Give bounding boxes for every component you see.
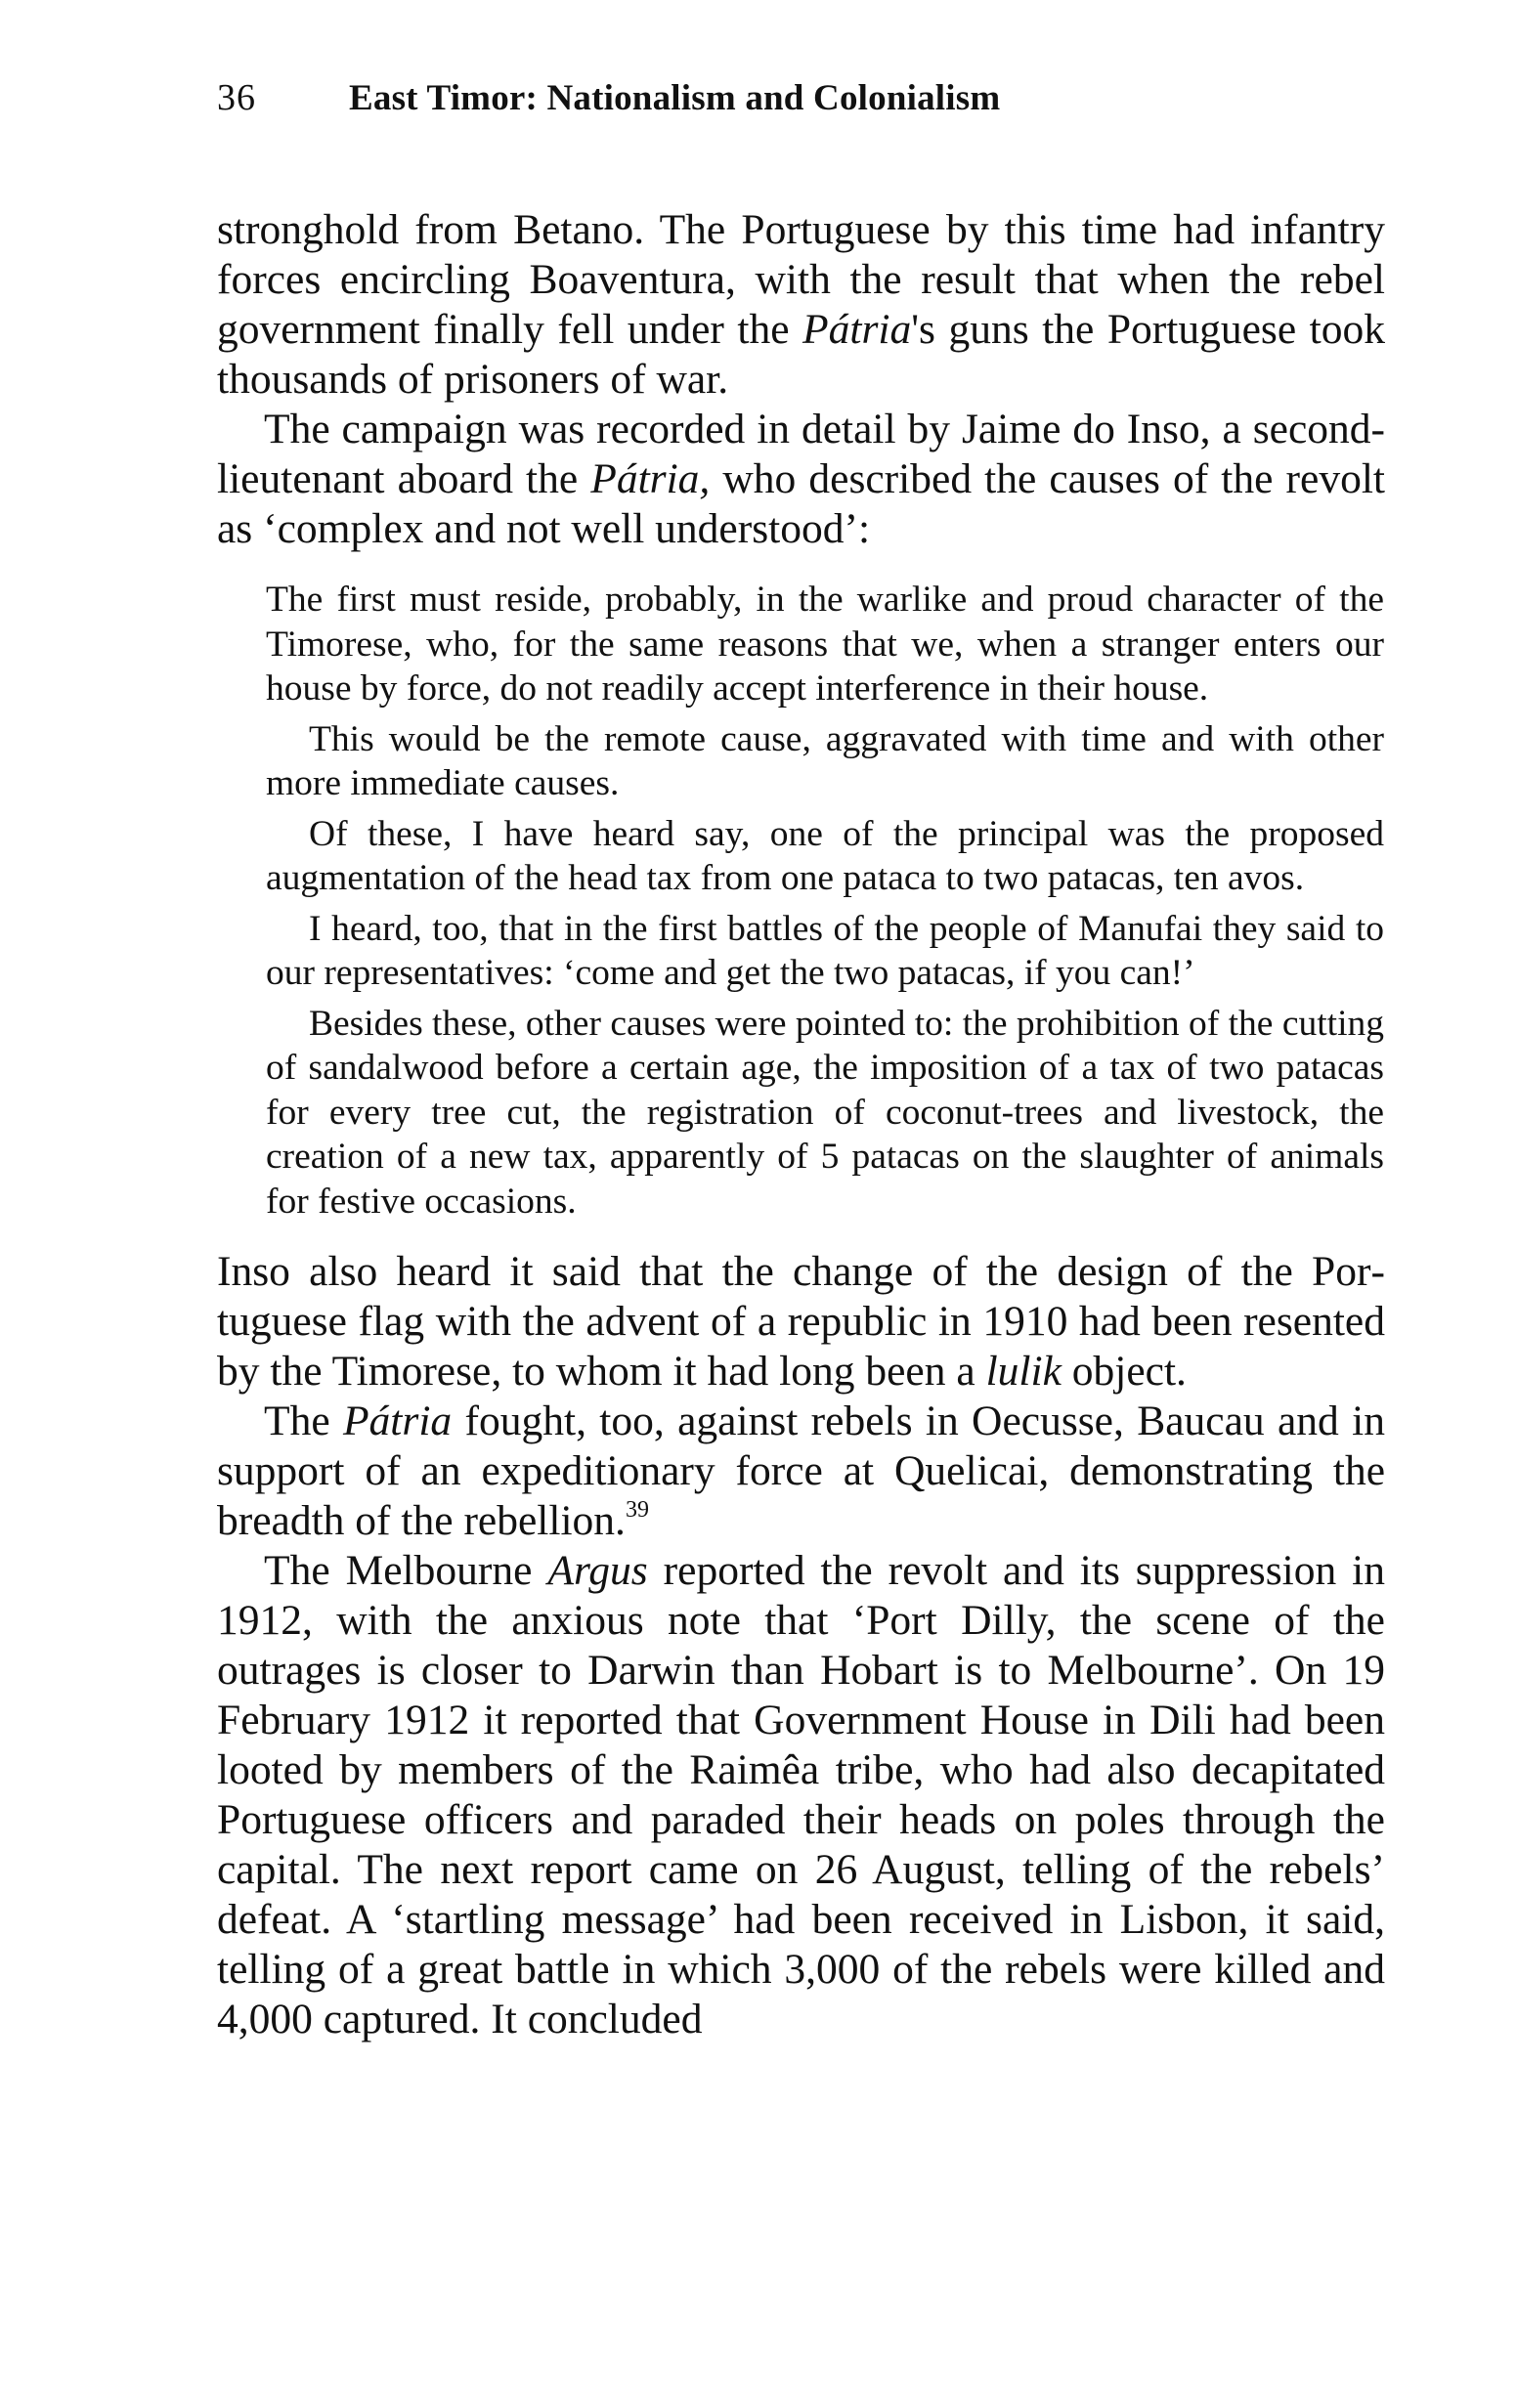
lulik-term: lulik [985, 1348, 1062, 1395]
paragraph-3: Inso also heard it said that the change of the design of the Portuguese flag with the advent of a republic in 1910 had been resented by the Timorese, to whom it had long been a lulik object. [217, 1248, 1385, 1395]
ship-name: Pátria [802, 306, 912, 353]
block-quote [266, 578, 1384, 1224]
main-text [217, 205, 1385, 2044]
newspaper-name: Argus [547, 1547, 648, 1594]
ship-name: Pátria, [590, 455, 711, 502]
quote-paragraph: This would be the remote cause, aggravated with time and with other more immediate causes. [266, 718, 1384, 803]
quote-paragraph: I heard, too, that in the first battles of the people of Manufai they said to our representatives: ‘come and get the two patacas, if you can!’ [266, 908, 1384, 993]
quote-paragraph: Besides these, other causes were pointed to: the prohibition of the cutting of sandalwood before a certain age, the imposition of a tax of two patacas for every tree cut, the registration of coconut-trees and livestock, the creation of a new tax, apparently of 5 patacas on the slaughter of animals for festive occasions. [266, 1003, 1384, 1222]
page-header [217, 76, 1390, 135]
paragraph-5: The Melbourne Argus reported the revolt and its suppression in 1912, with the anxious note that ‘Port Dilly, the scene of the outrages is closer to Darwin than Hobart is to Melbourne’. On 19 February 1912 it reported that Government House in Dili had been looted by members of the Raimêa tribe, who had also decapitated Portuguese officers and paraded their heads on poles through the capital. The next report came on 26 August, telling of the rebels’ defeat. A ‘startling message’ had been received in Lisbon, it said, telling of a great battle in which 3,000 of the rebels were killed and 4,000 captured. It concluded [217, 1547, 1386, 2042]
paragraph-4: The Pátria fought, too, against rebels in Oecusse, Baucau and in support of an expeditionary force at Quelicai, demonstrating the breadth of the rebellion.$^{39}$ [217, 1398, 1385, 1544]
running-title: East Timor: Nationalism and Colonialism [349, 78, 1001, 118]
page-number: 36 [217, 77, 256, 118]
paragraph-1: stronghold from Betano. The Portuguese by this time had infantry forces encircling Boaventura, with the result that when the rebel government finally fell under the Pátria's guns the Portuguese took thousands of prisoners of war. [217, 206, 1385, 403]
paragraph-2: The campaign was recorded in detail by Jaime do Inso, a second-lieutenant aboard the Pátria, who described the causes of the revolt as ‘complex and not well understood’: [217, 406, 1385, 552]
ship-name: Pátria [342, 1398, 453, 1444]
quote-paragraph: Of these, I have heard say, one of the principal was the proposed augmentation of the head tax from one pataca to two patacas, ten avos. [266, 813, 1384, 898]
quote-paragraph: The first must reside, probably, in the warlike and proud character of the Timorese, who, for the same reasons that we, when a stranger enters our house by force, do not readily accept interference in their house. [266, 580, 1384, 709]
footnote-marker: 39 [625, 1497, 649, 1523]
